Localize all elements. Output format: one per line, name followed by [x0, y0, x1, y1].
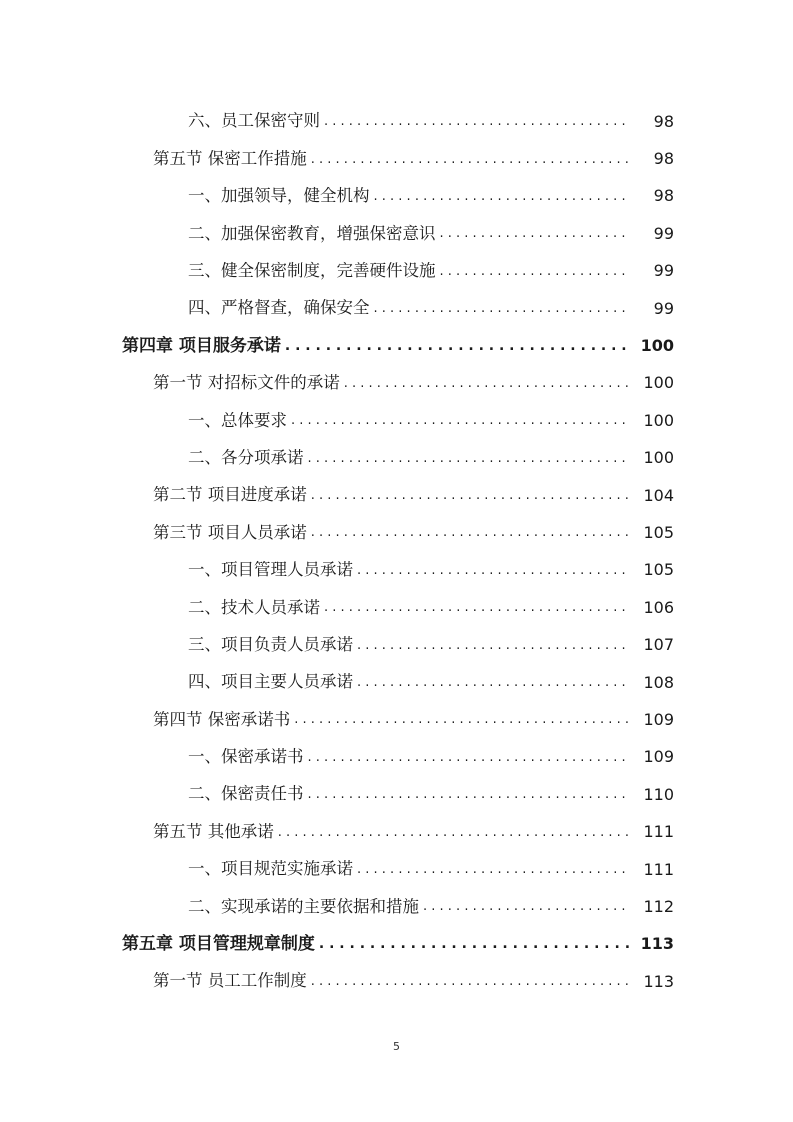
toc-entry-item[interactable]	[0, 552, 793, 589]
toc-entry-page: 111	[643, 859, 674, 879]
dot-leader	[357, 863, 630, 876]
toc-entry-item[interactable]	[0, 851, 793, 888]
dot-leader	[423, 900, 630, 913]
toc-entry-title: 四、严格督查，确保安全	[188, 298, 370, 318]
toc-entry-item[interactable]	[0, 888, 793, 925]
toc-entry-item[interactable]	[0, 589, 793, 626]
toc-entry-item[interactable]	[0, 626, 793, 663]
toc-entry-chapter[interactable]	[0, 327, 793, 364]
dot-leader	[311, 153, 630, 166]
toc-entry-title: 六、员工保密守则	[188, 111, 320, 131]
toc-entry-title: 二、技术人员承诺	[188, 597, 320, 617]
toc-entry-page: 108	[643, 672, 674, 692]
toc-entry-title: 第四章 项目服务承诺	[122, 335, 281, 356]
dot-leader	[440, 227, 631, 240]
toc-entry-title: 第三节 项目人员承诺	[153, 522, 307, 542]
toc-entry-page: 112	[643, 896, 674, 916]
toc-entry-title: 一、加强领导，健全机构	[188, 186, 370, 206]
dot-leader	[311, 975, 630, 988]
toc-entry-page: 99	[653, 223, 674, 243]
dot-leader	[285, 339, 630, 353]
dot-leader	[311, 489, 630, 502]
dot-leader	[344, 377, 630, 390]
toc-entry-section[interactable]	[0, 701, 793, 738]
toc-entry-page: 113	[640, 934, 674, 954]
toc-entry-page: 100	[643, 410, 674, 430]
toc-entry-page: 113	[643, 971, 674, 991]
toc-entry-section[interactable]	[0, 813, 793, 850]
toc-entry-page: 99	[653, 298, 674, 318]
toc-entry-title: 四、项目主要人员承诺	[188, 672, 353, 692]
toc-entry-title: 第五章 项目管理规章制度	[122, 933, 315, 954]
toc-entry-title: 二、各分项承诺	[188, 447, 304, 467]
toc-entry-item[interactable]	[0, 290, 793, 327]
toc-entry-title: 第四节 保密承诺书	[153, 709, 291, 729]
toc-entry-chapter[interactable]	[0, 926, 793, 963]
dot-leader	[440, 265, 631, 278]
toc-entry-item[interactable]	[0, 776, 793, 813]
toc-entry-page: 111	[643, 822, 674, 842]
toc-entry-title: 一、总体要求	[188, 410, 287, 430]
toc-entry-item[interactable]	[0, 664, 793, 701]
toc-entry-title: 二、加强保密教育，增强保密意识	[188, 223, 436, 243]
toc-entry-page: 110	[643, 784, 674, 804]
dot-leader	[311, 526, 630, 539]
toc-entry-title: 第五节 保密工作措施	[153, 148, 307, 168]
toc-entry-page: 109	[643, 747, 674, 767]
table-of-contents	[0, 103, 793, 1000]
dot-leader	[374, 190, 631, 203]
toc-entry-page: 106	[643, 597, 674, 617]
dot-leader	[357, 639, 630, 652]
toc-entry-section[interactable]	[0, 963, 793, 1000]
dot-leader	[357, 676, 630, 689]
toc-entry-title: 第二节 项目进度承诺	[153, 485, 307, 505]
dot-leader	[291, 414, 630, 427]
toc-entry-page: 105	[643, 522, 674, 542]
toc-entry-item[interactable]	[0, 253, 793, 290]
toc-entry-title: 第五节 其他承诺	[153, 821, 274, 841]
toc-entry-item[interactable]	[0, 739, 793, 776]
dot-leader	[308, 788, 631, 801]
toc-entry-item[interactable]	[0, 402, 793, 439]
toc-entry-page: 100	[640, 336, 674, 356]
toc-entry-title: 一、保密承诺书	[188, 747, 304, 767]
dot-leader	[324, 601, 630, 614]
toc-entry-page: 104	[643, 485, 674, 505]
toc-entry-page: 98	[653, 149, 674, 169]
toc-entry-section[interactable]	[0, 140, 793, 177]
toc-entry-title: 三、健全保密制度，完善硬件设施	[188, 261, 436, 280]
page-number: 5	[393, 1040, 400, 1053]
dot-leader	[324, 115, 630, 128]
toc-entry-title: 一、项目管理人员承诺	[188, 560, 353, 580]
toc-entry-title: 二、实现承诺的主要依据和措施	[188, 896, 419, 916]
toc-entry-page: 99	[653, 261, 674, 281]
dot-leader	[308, 452, 631, 465]
toc-entry-page: 109	[643, 709, 674, 729]
dot-leader	[294, 713, 630, 726]
dot-leader	[357, 564, 630, 577]
toc-entry-item[interactable]	[0, 215, 793, 252]
dot-leader	[278, 826, 630, 839]
toc-entry-title: 第一节 对招标文件的承诺	[153, 373, 340, 393]
toc-entry-title: 第一节 员工工作制度	[153, 971, 307, 991]
toc-entry-item[interactable]	[0, 103, 793, 140]
dot-leader	[308, 751, 631, 764]
toc-entry-section[interactable]	[0, 514, 793, 551]
toc-entry-page: 100	[643, 448, 674, 468]
toc-entry-page: 105	[643, 560, 674, 580]
toc-entry-section[interactable]	[0, 477, 793, 514]
dot-leader	[319, 937, 630, 951]
toc-entry-page: 98	[653, 186, 674, 206]
dot-leader	[374, 302, 631, 315]
toc-entry-page: 98	[653, 111, 674, 131]
toc-entry-title: 一、项目规范实施承诺	[188, 859, 353, 879]
toc-entry-item[interactable]	[0, 178, 793, 215]
toc-entry-item[interactable]	[0, 440, 793, 477]
toc-entry-title: 二、保密责任书	[188, 784, 304, 804]
toc-entry-section[interactable]	[0, 365, 793, 402]
toc-entry-page: 107	[643, 635, 674, 655]
toc-entry-title: 三、项目负责人员承诺	[188, 634, 353, 654]
toc-entry-page: 100	[643, 373, 674, 393]
